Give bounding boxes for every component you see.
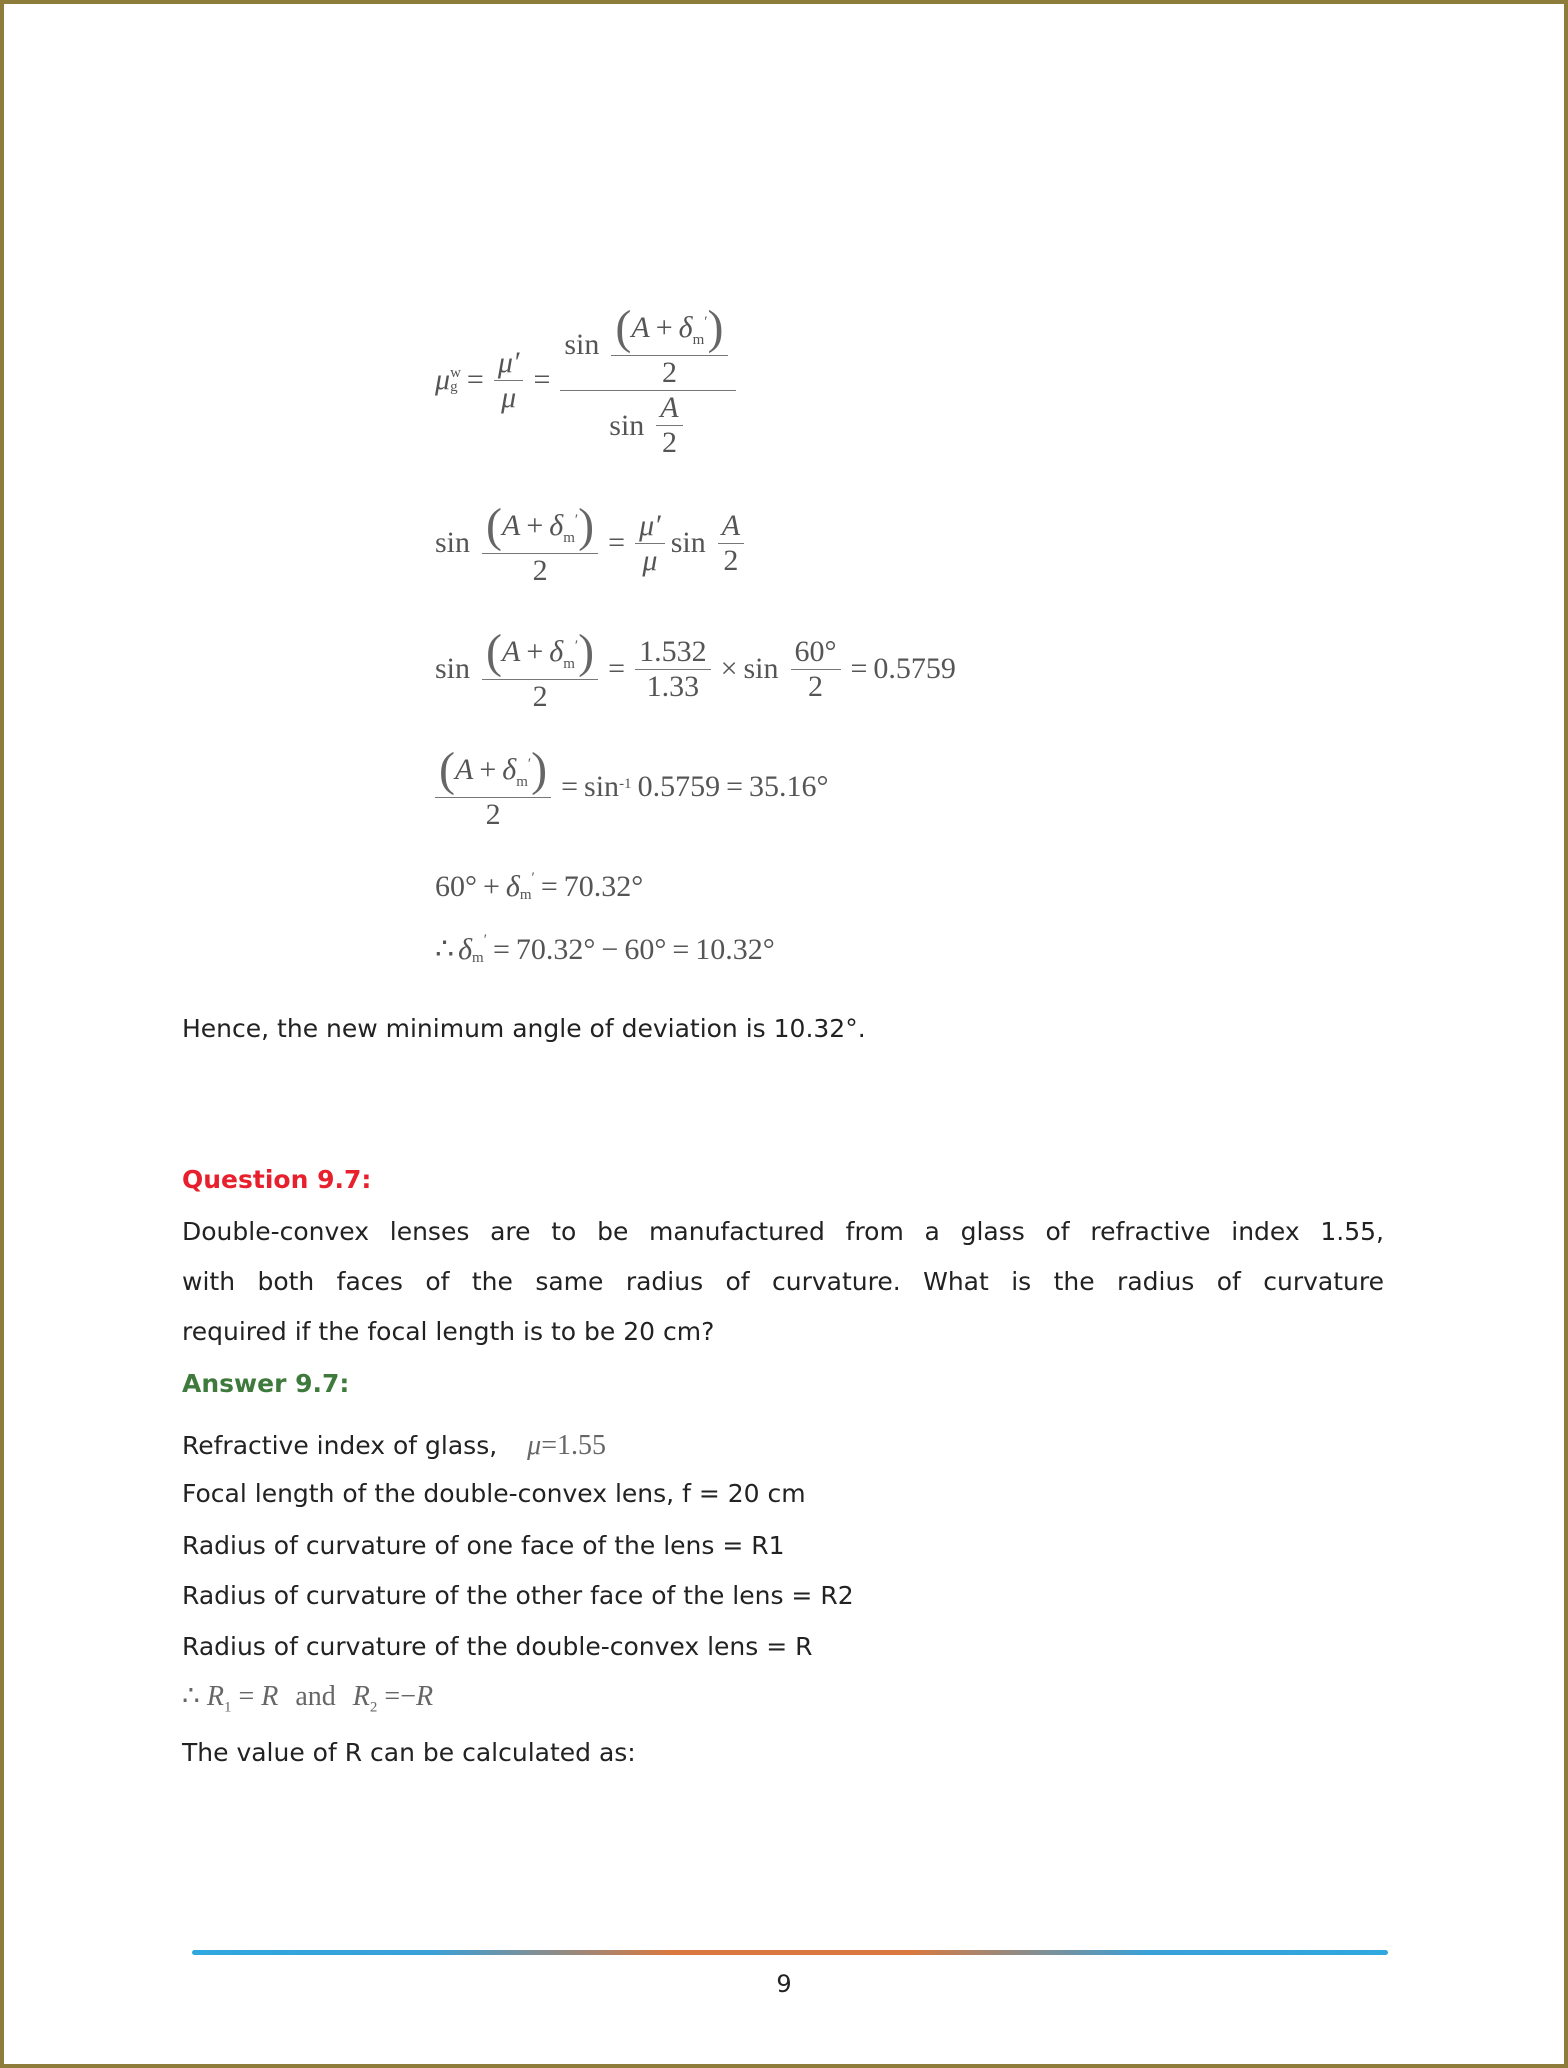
equals: = — [726, 770, 743, 803]
paren-group: $(A + \delta_m')$ — [435, 742, 551, 798]
A: A — [718, 509, 744, 544]
fraction — [718, 509, 744, 578]
equation-substitution — [435, 624, 956, 714]
numerator: μ′ — [494, 346, 524, 381]
equals: = — [493, 932, 510, 966]
plus: + — [655, 311, 673, 344]
fraction — [494, 346, 524, 415]
refractive-label: Refractive index of glass, — [182, 1431, 498, 1460]
closing-line: The value of R can be calculated as: — [182, 1738, 636, 1767]
sub-1: 1 — [223, 1699, 232, 1716]
sup-w: w — [450, 365, 461, 381]
fraction — [611, 300, 727, 390]
result: 35.16° — [748, 770, 829, 803]
prime: ′ — [704, 314, 708, 330]
sin: sin — [609, 408, 645, 442]
plus: + — [483, 870, 500, 903]
answer-line: Radius of curvature of the other face of the lens = R2 — [182, 1581, 854, 1610]
sub-2: 2 — [369, 1699, 378, 1716]
equation-sum — [435, 870, 643, 904]
equals: = — [238, 1681, 255, 1712]
sin: sin — [435, 652, 471, 685]
delta: δ — [458, 932, 473, 966]
two: 2 — [532, 554, 548, 587]
mu-symbol: μ — [435, 363, 451, 396]
page-number: 9 — [776, 1970, 792, 1998]
sub-m: m — [692, 332, 705, 348]
R: R — [415, 1681, 434, 1712]
fraction — [635, 509, 665, 578]
lhs: 60° — [435, 870, 477, 903]
and: and — [295, 1681, 336, 1712]
A: A — [502, 509, 521, 542]
equals: = — [466, 363, 484, 396]
equation-refractive-ratio — [435, 300, 740, 460]
sub-g: g — [450, 379, 458, 395]
denominator: μ — [501, 380, 517, 414]
prime: ′ — [574, 512, 579, 528]
sin: sin — [435, 526, 471, 559]
sin: sin — [584, 770, 620, 803]
sub-m: m — [563, 530, 575, 546]
footer-divider — [192, 1950, 1388, 1955]
equals: = — [608, 526, 626, 559]
equals: = — [541, 1430, 557, 1461]
paren-group: $(A + \delta_m')$ — [611, 300, 727, 356]
minus: − — [400, 1681, 416, 1712]
two: 2 — [661, 356, 677, 389]
delta: δ — [549, 509, 564, 542]
result: 70.32° — [563, 870, 644, 903]
result: 10.32° — [695, 932, 775, 966]
answer-line: Radius of curvature of the double-convex lens = R — [182, 1632, 813, 1661]
answer-line: Radius of curvature of one face of the lens = R1 — [182, 1531, 785, 1560]
fraction — [791, 635, 841, 704]
R: R — [261, 1681, 279, 1712]
two: 2 — [661, 426, 677, 459]
result: 0.5759 — [873, 652, 956, 685]
delta: δ — [678, 311, 693, 344]
answer-line: Focal length of the double-convex lens, f = 20 cm — [182, 1479, 806, 1508]
numerator: 1.532 — [635, 635, 711, 670]
plus: + — [479, 753, 497, 786]
equals: = — [384, 1681, 401, 1712]
inverse-sup: -1 — [619, 776, 632, 792]
two: 2 — [808, 669, 823, 703]
refractive-index-line — [182, 1429, 606, 1463]
R: R — [352, 1681, 370, 1712]
radius-relation — [182, 1680, 433, 1725]
sin: sin — [564, 328, 600, 361]
prime: ′ — [531, 870, 535, 886]
equation-sin-relation — [435, 498, 748, 588]
sub-m: m — [472, 950, 484, 966]
sub-m: m — [516, 774, 528, 790]
refractive-value — [527, 1430, 606, 1461]
two: 2 — [723, 543, 739, 577]
conclusion-text: Hence, the new minimum angle of deviation is 10.32°. — [182, 1014, 866, 1043]
fraction — [656, 391, 682, 460]
two: 2 — [485, 798, 501, 831]
A: A — [656, 391, 682, 426]
fraction — [482, 624, 598, 714]
numerator: 60° — [791, 635, 841, 670]
times: × — [720, 652, 738, 685]
fraction — [635, 635, 711, 704]
value-b: 60° — [624, 932, 667, 966]
answer-title: Answer 9.7: — [182, 1369, 350, 1398]
paren-group: $(A + \delta_m')$ — [482, 498, 598, 554]
prime: ′ — [527, 756, 532, 772]
equals: = — [850, 652, 868, 685]
plus: + — [526, 509, 544, 542]
equals: = — [561, 770, 579, 803]
prime: ′ — [483, 932, 487, 948]
numerator — [560, 300, 735, 391]
question-line: required if the focal length is to be 20 cm? — [182, 1317, 715, 1346]
equation-inverse-sin — [435, 742, 828, 832]
two: 2 — [532, 680, 548, 713]
plus: + — [526, 635, 544, 668]
numerator: μ′ — [635, 509, 665, 544]
paren-group: $(A + \delta_m')$ — [482, 624, 598, 680]
A: A — [502, 635, 521, 668]
fraction — [435, 742, 551, 832]
equals: = — [533, 363, 551, 396]
delta: δ — [505, 870, 520, 903]
denominator: μ — [642, 543, 658, 577]
question-line: Double-convex lenses are to be manufactured from a glass of refractive index 1.55, — [182, 1217, 1384, 1246]
equals: = — [608, 652, 626, 685]
sin: sin — [670, 526, 706, 559]
fraction — [482, 498, 598, 588]
therefore: ∴ — [182, 1681, 200, 1712]
sin: sin — [743, 652, 779, 685]
therefore: ∴ — [435, 933, 455, 966]
equals: = — [540, 870, 558, 903]
denominator — [605, 391, 690, 460]
value: 0.5759 — [637, 770, 721, 803]
denominator: 1.33 — [646, 669, 700, 703]
sub-m: m — [519, 887, 532, 903]
R: R — [206, 1681, 224, 1712]
question-title: Question 9.7: — [182, 1165, 372, 1194]
A: A — [454, 753, 474, 786]
value-a: 70.32° — [515, 932, 596, 966]
fraction — [560, 300, 735, 460]
mu-symbol: μ — [527, 1430, 542, 1461]
minus: − — [601, 932, 619, 966]
equation-result — [435, 932, 775, 967]
equals: = — [672, 932, 690, 966]
delta: δ — [502, 753, 517, 786]
A: A — [631, 311, 650, 344]
question-line: with both faces of the same radius of curvature. What is the radius of curvature — [182, 1267, 1384, 1296]
delta: δ — [549, 635, 564, 668]
value: 1.55 — [556, 1430, 606, 1461]
sub-m: m — [563, 656, 575, 672]
prime: ′ — [574, 638, 579, 654]
